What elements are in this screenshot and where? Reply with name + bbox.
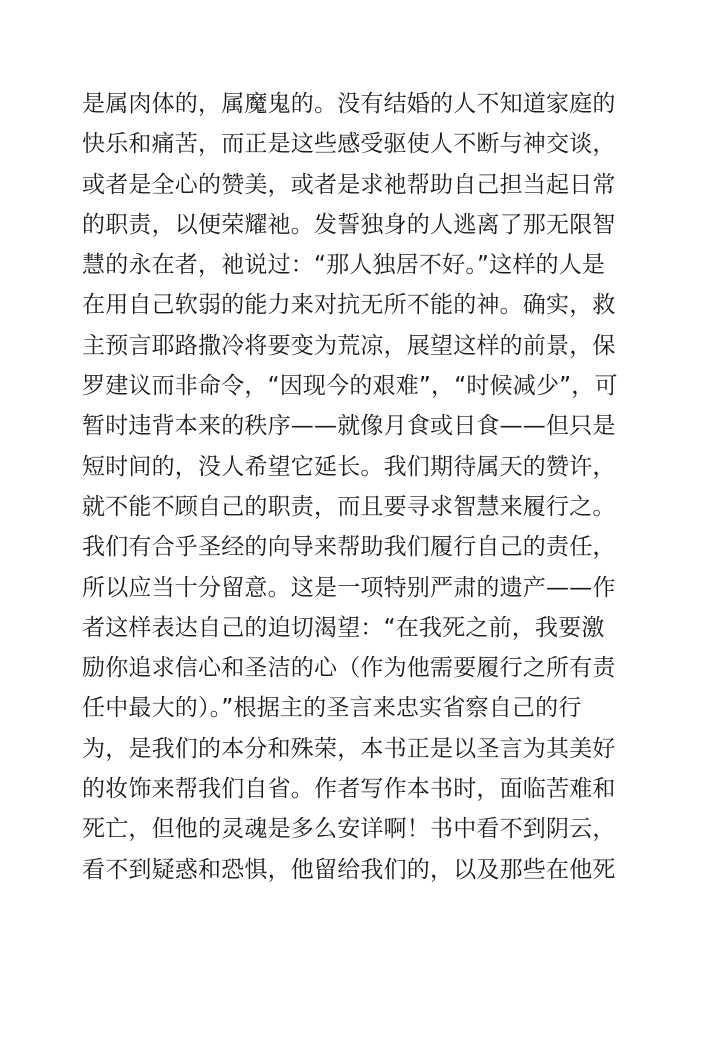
text-line: 或者是全心的赞美，或者是求祂帮助自己担当起日常 [82,171,616,198]
text-line: 我们有合乎圣经的向导来帮助我们履行自己的责任， [82,534,616,561]
text-line: 主预言耶路撒冷将要变为荒凉，展望这样的前景，保 [82,332,616,359]
text-line: 的职责，以便荣耀祂。发誓独身的人逃离了那无限智 [82,211,616,238]
text-line: 快乐和痛苦，而正是这些感受驱使人不断与神交谈， [82,131,616,158]
text-line: 任中最大的）。”根据主的圣言来忠实省察自己的行 [82,695,582,722]
text-line: 慧的永在者，祂说过：“那人独居不好。”这样的人是 [82,252,606,279]
text-line: 者这样表达自己的迫切渴望：“在我死之前，我要激 [82,614,605,641]
text-line: 励你追求信心和圣洁的心（作为他需要履行之所有责 [82,655,616,682]
text-line: 的妆饰来帮我们自省。作者写作本书时，面临苦难和 [82,776,616,803]
text-line: 暂时违背本来的秩序——就像月食或日食——但只是 [82,413,616,440]
text-line: 罗建议而非命令，“因现今的艰难”，“时候减少”，可 [82,373,618,400]
text-line: 为，是我们的本分和殊荣，本书正是以圣言为其美好 [82,735,616,762]
text-line: 在用自己软弱的能力来对抗无所不能的神。确实，救 [82,292,616,319]
text-line: 看不到疑惑和恐惧，他留给我们的，以及那些在他死 [82,856,616,883]
text-line: 是属肉体的，属魔鬼的。没有结婚的人不知道家庭的 [82,91,616,117]
text-line: 死亡，但他的灵魂是多么安详啊！书中看不到阴云， [82,816,616,843]
text-line: 就不能不顾自己的职责，而且要寻求智慧来履行之。 [82,493,616,520]
text-line: 所以应当十分留意。这是一项特别严肃的遗产——作 [82,574,616,601]
text-line: 短时间的，没人希望它延长。我们期待属天的赞许， [82,453,616,480]
body-text [82,84,642,890]
